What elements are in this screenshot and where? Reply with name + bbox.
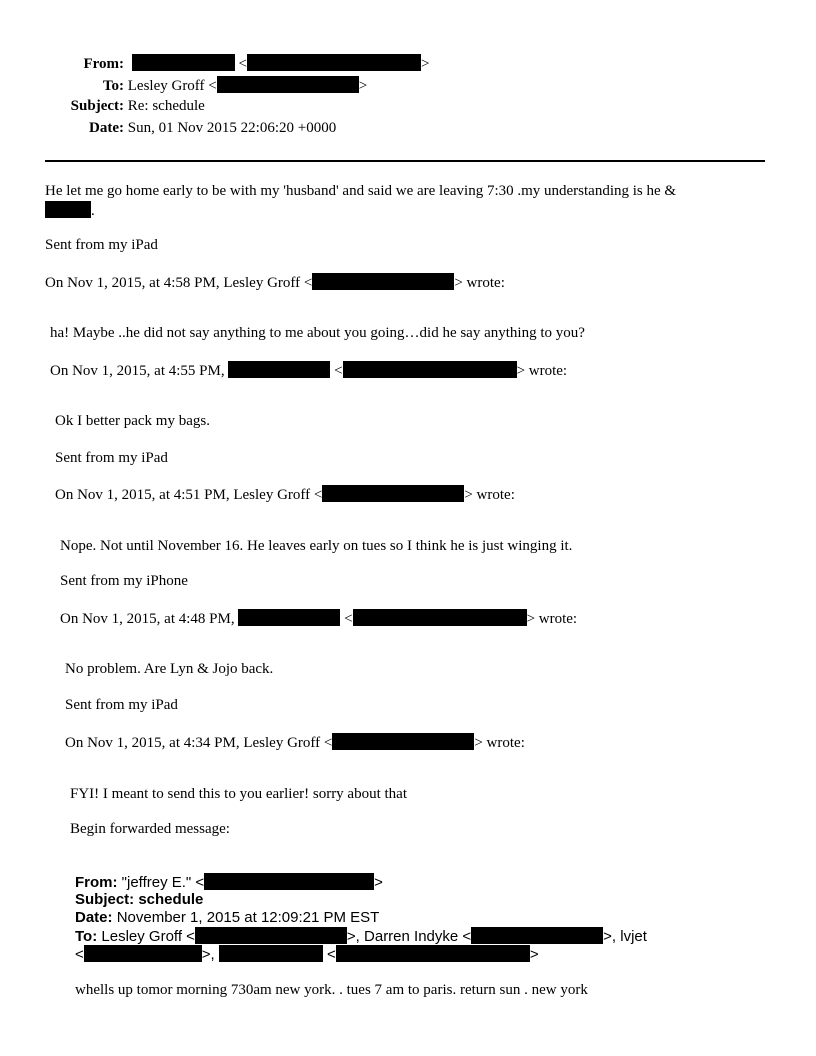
redaction (228, 361, 330, 378)
message-body: ha! Maybe ..he did not say anything to me about you going…did he say anything to you? (50, 325, 585, 341)
redaction (195, 927, 347, 944)
angle-close: > (420, 56, 430, 72)
redaction (45, 201, 91, 218)
wrote-text: > wrote: (526, 611, 578, 627)
redaction (204, 873, 374, 890)
signature: Sent from my iPhone (60, 573, 188, 589)
angle-open: < (344, 611, 353, 627)
signature: Sent from my iPad (45, 237, 158, 253)
redaction (353, 609, 527, 626)
quote-header (60, 609, 577, 628)
redaction (247, 54, 421, 71)
angle-open: < (334, 363, 343, 379)
quote-header (65, 733, 525, 752)
message-body: He let me go home early to be with my 'husband' and said we are leaving 7:30 .my understanding is he & (45, 183, 677, 199)
fwd-to-row (75, 927, 647, 945)
header-subject-row (0, 98, 205, 115)
fwd-subject-row (75, 891, 203, 908)
quote-prefix: On Nov 1, 2015, at 4:55 PM, (50, 363, 225, 379)
message-body: Nope. Not until November 16. He leaves early on tues so I think he is just winging it. (60, 538, 573, 554)
header-from-row (0, 54, 429, 73)
fwd-to-row-2 (75, 945, 539, 963)
subject-label: Subject: (70, 98, 124, 114)
angle-open: < (238, 56, 247, 72)
date-label: Date: (89, 120, 124, 136)
fwd-date-label: Date: (75, 909, 113, 926)
to-separator: >, (201, 946, 215, 963)
wrote-text: > wrote: (516, 363, 568, 379)
signature: Sent from my iPad (55, 450, 168, 466)
angle-close: > (374, 874, 383, 891)
wrote-text: > wrote: (464, 487, 515, 503)
fwd-subject-label: Subject: schedule (75, 891, 204, 908)
fwd-to-label: To: (75, 928, 98, 945)
quote-header (55, 485, 515, 504)
quote-prefix: On Nov 1, 2015, at 4:34 PM, Lesley Groff < (65, 735, 333, 751)
angle-close: > (529, 946, 539, 963)
forward-label: Begin forwarded message: (70, 821, 230, 837)
from-label: From: (83, 56, 124, 72)
quote-prefix: On Nov 1, 2015, at 4:51 PM, Lesley Groff < (55, 487, 323, 503)
fwd-from-value: "jeffrey E." < (121, 874, 205, 891)
fwd-date-row (75, 909, 379, 926)
redaction (217, 76, 359, 93)
fwd-date-value: November 1, 2015 at 12:09:21 PM EST (116, 909, 380, 926)
redaction (312, 273, 454, 290)
message-body: Ok I better pack my bags. (55, 413, 210, 429)
to-label: To: (102, 78, 124, 94)
quote-prefix: On Nov 1, 2015, at 4:58 PM, Lesley Groff < (45, 275, 313, 291)
message-body: No problem. Are Lyn & Jojo back. (65, 661, 274, 677)
redaction (238, 609, 340, 626)
fwd-from-label: From: (75, 874, 118, 891)
redaction (84, 945, 202, 962)
quote-header (50, 361, 567, 380)
to-separator: >, lvjet (603, 928, 647, 945)
redaction (132, 54, 235, 71)
message-body: FYI! I meant to send this to you earlier! sorry about that (70, 786, 408, 802)
date-value: Sun, 01 Nov 2015 22:06:20 +0000 (127, 120, 337, 136)
header-to-row (0, 76, 367, 95)
quote-prefix: On Nov 1, 2015, at 4:48 PM, (60, 611, 235, 627)
header-divider (45, 160, 765, 162)
signature: Sent from my iPad (65, 697, 178, 713)
wrote-text: > wrote: (454, 275, 505, 291)
fwd-body: whells up tomor morning 730am new york. . tues 7 am to paris. return sun . new york (75, 982, 588, 998)
wrote-text: > wrote: (474, 735, 525, 751)
redaction (343, 361, 517, 378)
redaction (471, 927, 603, 944)
period: . (91, 203, 95, 219)
angle-open: < (75, 946, 84, 963)
redaction (322, 485, 464, 502)
fwd-from-row (75, 873, 383, 891)
redaction (219, 945, 323, 962)
message-body-line2 (45, 201, 95, 220)
to-separator: >, Darren Indyke < (346, 928, 472, 945)
redaction (336, 945, 530, 962)
header-date-row (0, 120, 336, 137)
fwd-to-value: Lesley Groff < (101, 928, 195, 945)
angle-open: < (327, 946, 336, 963)
to-name: Lesley Groff < (127, 78, 217, 94)
angle-close: > (358, 78, 368, 94)
redaction (332, 733, 474, 750)
subject-value: Re: schedule (127, 98, 205, 114)
quote-header (45, 273, 505, 292)
